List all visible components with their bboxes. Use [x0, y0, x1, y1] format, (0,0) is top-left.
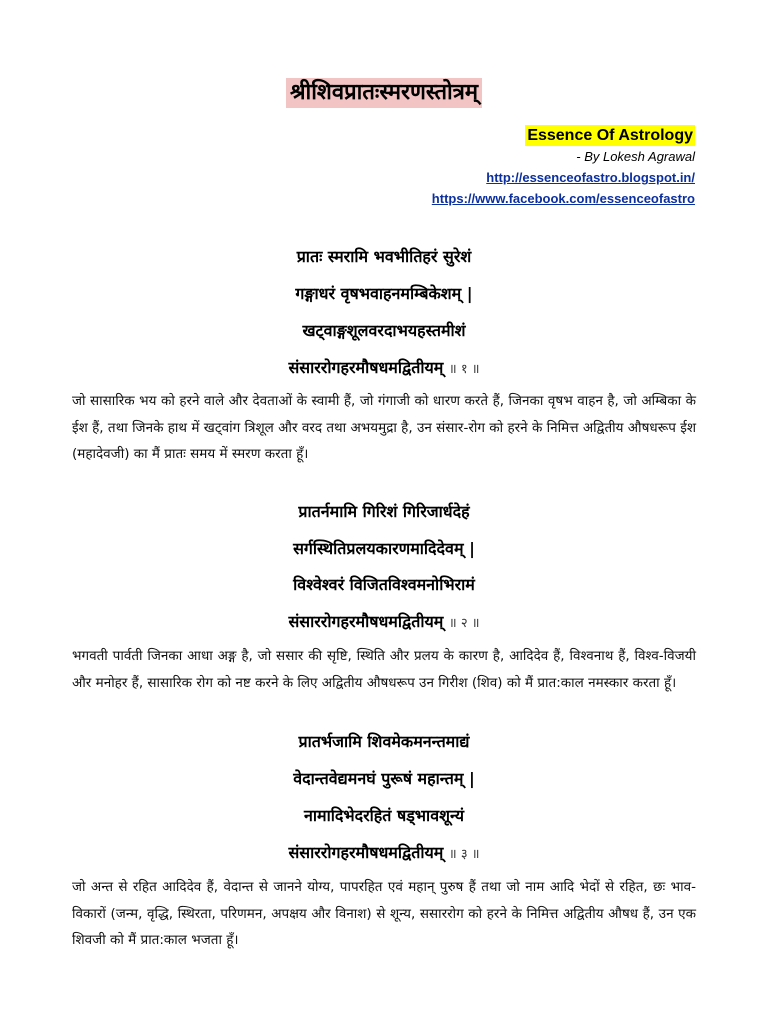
- verse-line: प्रातर्भजामि शिवमेकमनन्तमाद्यं: [298, 732, 470, 751]
- verse-line: विश्वेश्वरं विजितविश्वमनोभिरामं: [293, 575, 475, 594]
- author-credit: - By Lokesh Agrawal: [576, 149, 695, 164]
- brand-name: Essence Of Astrology: [527, 127, 693, 144]
- verse-line-final: [0, 357, 768, 381]
- verse-line: वेदान्तवेद्यमनघं पुरूषं महान्तम् |: [293, 769, 475, 788]
- title-container: [0, 78, 768, 108]
- page-title: श्रीशिवप्रातःस्मरणस्तोत्रम्: [286, 78, 482, 108]
- verse-line: प्रातर्नमामि गिरिशं गिरिजार्धदेहं: [298, 502, 470, 521]
- verse-number: ॥ ३ ॥: [448, 847, 480, 862]
- verse-line-final: [0, 842, 768, 866]
- verse-line: संसाररोगहरमौषधमद्वितीयम्: [288, 612, 444, 631]
- verse-number: ॥ २ ॥: [448, 616, 480, 631]
- verse-line-final: [0, 611, 768, 635]
- verse-line: खट्वाङ्गशूलवरदाभयहस्तमीशं: [302, 321, 466, 340]
- verse-line: संसाररोगहरमौषधमद्वितीयम्: [288, 358, 444, 377]
- verse-meaning: भगवती पार्वती जिनका आधा अङ्ग है, जो ससार की सृष्टि, स्थिति और प्रलय के कारण है, आदिदेव हैं, विश्वनाथ हैं, विश्व-विजयी और मनोहर हैं, सासारिक रोग को नष्ट करने के लिए अद्वितीय औषधरूप उन गिरीश (शिव) को मैं प्रात:काल नमस्कार करता हूँ।: [72, 648, 696, 691]
- verse-meaning: जो अन्त से रहित आदिदेव हैं, वेदान्त से जानने योग्य, पापरहित एवं महान् पुरुष हैं तथा जो नाम आदि भेदों से रहित, छः भाव-विकारों (जन्म, वृद्धि, स्थिरता, परिणमन, अपक्षय और विनाश) से शून्य, ससाररोग को हरने के निमित्त अद्वितीय औषध हैं, उन एक शिवजी को मैं प्रात:काल भजता हूँ।: [72, 879, 696, 948]
- verse-line: गङ्गाधरं वृषभवाहनमम्बिकेशम् |: [295, 284, 473, 303]
- brand-block: [432, 125, 695, 209]
- verse-line: सर्गस्थितिप्रलयकारणमादिदेवम् |: [293, 539, 475, 558]
- verse-meaning: जो सासारिक भय को हरने वाले और देवताओं के स्वामी हैं, जो गंगाजी को धारण करते हैं, जिनका वृषभ वाहन है, जो अम्बिका के ईश हैं, तथा जिनके हाथ में खट्वांग त्रिशूल और वरद तथा अभयमुद्रा है, उन संसार-रोग को हरने के निमित्त अद्वितीय औषधरूप ईश (महादेवजी) का मैं प्रातः समय में स्मरण करता हूँ।: [72, 393, 696, 462]
- verse-number: ॥ १ ॥: [448, 362, 480, 377]
- verse-line: प्रातः स्मरामि भवभीतिहरं सुरेशं: [296, 247, 472, 266]
- facebook-link[interactable]: https://www.facebook.com/essenceofastro: [431, 191, 695, 206]
- verse-line: नामादिभेदरहितं षड्भावशून्यं: [304, 806, 464, 825]
- verse-line: संसाररोगहरमौषधमद्वितीयम्: [288, 843, 444, 862]
- blog-link[interactable]: http://essenceofastro.blogspot.in/: [486, 170, 695, 185]
